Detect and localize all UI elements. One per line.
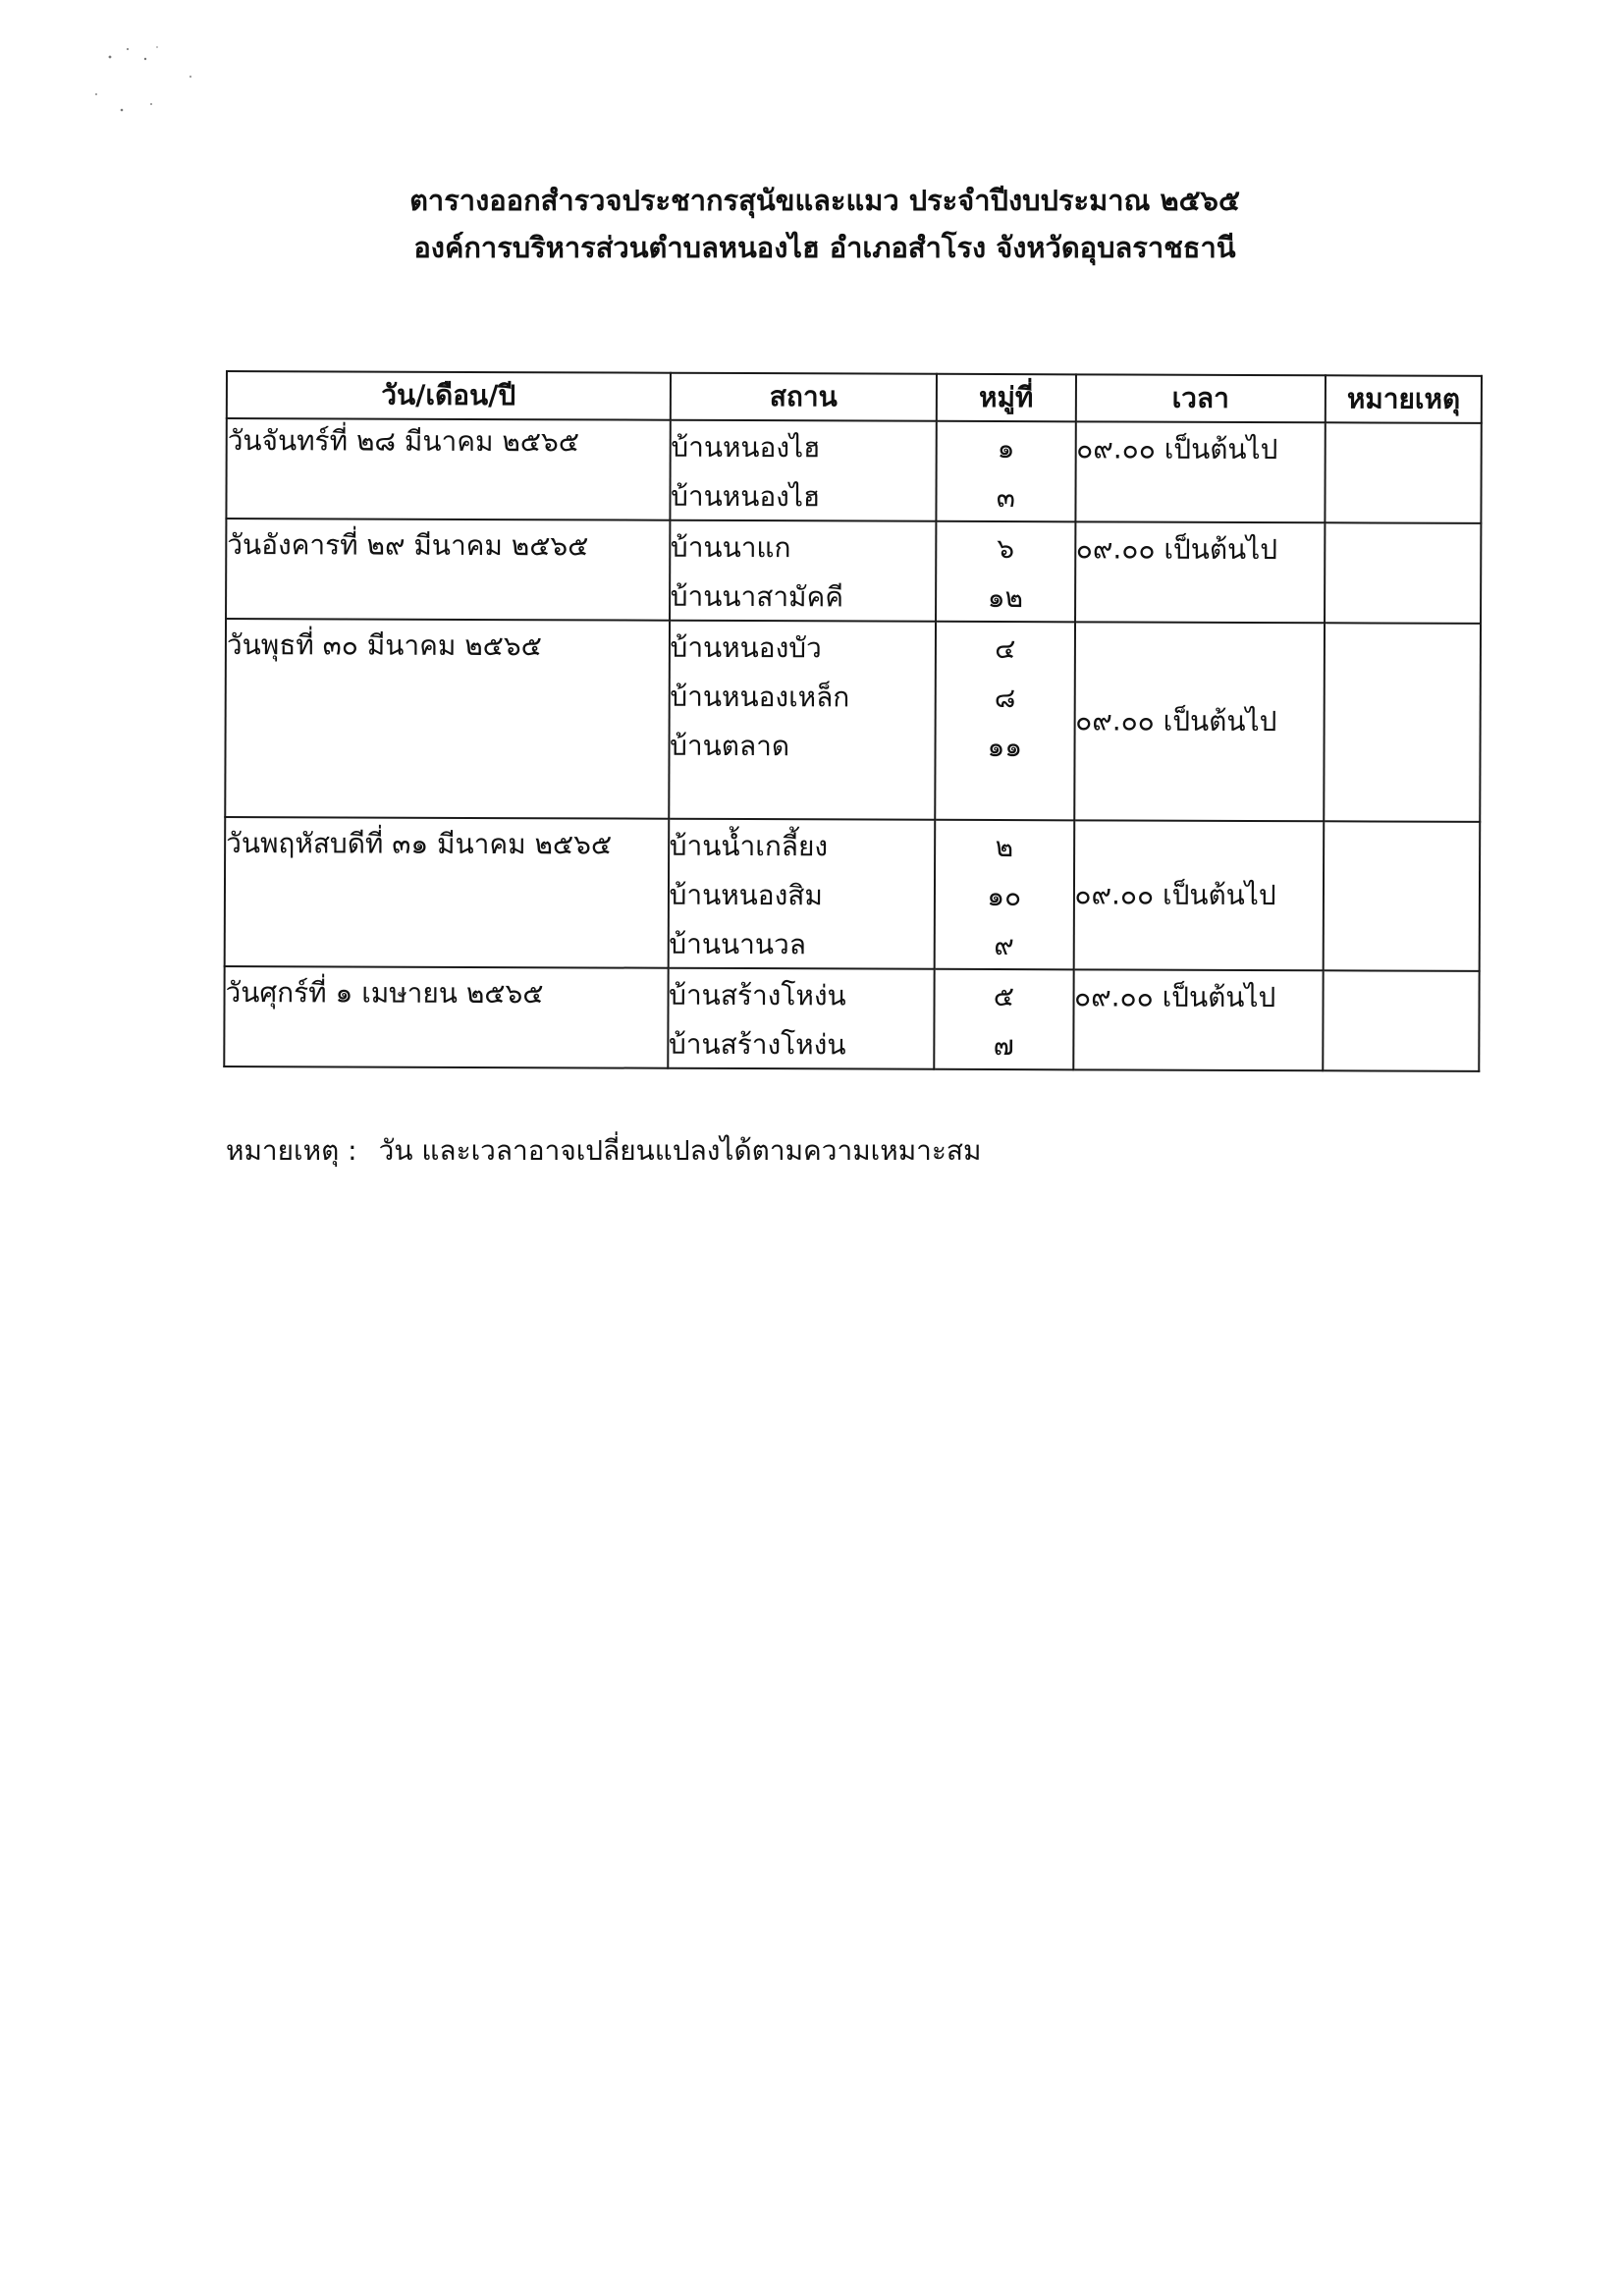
date-cell: วันอังคารที่ ๒๙ มีนาคม ๒๕๖๕ bbox=[226, 519, 670, 621]
date-cell: วันพฤหัสบดีที่ ๓๑ มีนาคม ๒๕๖๕ bbox=[225, 817, 669, 968]
time-cell bbox=[1074, 622, 1325, 821]
footnote-text: วัน และเวลาอาจเปลี่ยนแปลงได้ตามความเหมาะสม bbox=[378, 1134, 982, 1167]
place-name: บ้านสร้างโหง่น bbox=[669, 978, 846, 1012]
table-row bbox=[225, 619, 1481, 822]
moo-number: ๖ bbox=[997, 532, 1015, 566]
place-name: บ้านนาสามัคคี bbox=[670, 579, 844, 614]
moo-number: ๔ bbox=[995, 632, 1016, 666]
table-row bbox=[225, 817, 1481, 971]
place-cell bbox=[670, 420, 937, 521]
time-text: ๐๙.๐๐ เป็นต้นไป bbox=[1076, 432, 1278, 466]
footnote bbox=[226, 1129, 981, 1173]
header-time: เวลา bbox=[1075, 374, 1326, 422]
place-cell bbox=[669, 621, 936, 820]
table-row bbox=[226, 519, 1481, 624]
moo-number: ๘ bbox=[994, 682, 1016, 715]
time-cell bbox=[1075, 421, 1326, 522]
document-title: ตารางออกสำรวจประชากรสุนัขและแมว ประจำปีงบประมาณ ๒๕๖๕ bbox=[409, 184, 1240, 217]
header-note: หมายเหตุ bbox=[1326, 375, 1482, 423]
note-cell bbox=[1324, 821, 1480, 971]
place-name: บ้านสร้างโหง่น bbox=[668, 1027, 846, 1062]
note-cell bbox=[1326, 422, 1482, 523]
moo-number: ๑๐ bbox=[987, 879, 1022, 913]
moo-number: ๒ bbox=[995, 831, 1014, 864]
moo-number: ๗ bbox=[993, 1029, 1014, 1063]
moo-cell bbox=[935, 622, 1074, 821]
date-cell: วันศุกร์ที่ ๑ เมษายน ๒๕๖๕ bbox=[224, 966, 668, 1068]
document-subtitle: องค์การบริหารส่วนตำบลหนองไฮ อำเภอสำโรง จังหวัดอุบลราชธานี bbox=[413, 231, 1236, 264]
moo-cell bbox=[935, 820, 1074, 970]
moo-number: ๑๒ bbox=[987, 580, 1024, 615]
table-row bbox=[226, 418, 1481, 523]
moo-number: ๑ bbox=[997, 432, 1015, 465]
document-header bbox=[295, 177, 1355, 271]
scan-specks bbox=[88, 39, 206, 128]
place-name: บ้านหนองบัว bbox=[670, 630, 822, 665]
place-name: บ้านตลาด bbox=[670, 729, 790, 763]
place-name: บ้านหนองไฮ bbox=[671, 479, 821, 514]
moo-number: ๙ bbox=[994, 929, 1014, 962]
survey-schedule-table bbox=[223, 370, 1483, 1072]
header-moo: หมู่ที่ bbox=[937, 374, 1076, 422]
date-cell: วันจันทร์ที่ ๒๘ มีนาคม ๒๕๖๕ bbox=[226, 418, 670, 520]
time-text: ๐๙.๐๐ เป็นต้นไป bbox=[1073, 980, 1276, 1014]
footnote-label: หมายเหตุ : bbox=[226, 1134, 357, 1167]
header-place: สถาน bbox=[670, 373, 937, 421]
table-row bbox=[224, 966, 1479, 1071]
note-cell bbox=[1324, 623, 1481, 822]
date-cell: วันพุธที่ ๓๐ มีนาคม ๒๕๖๕ bbox=[225, 619, 669, 819]
moo-cell bbox=[934, 969, 1073, 1070]
moo-number: ๑๑ bbox=[987, 730, 1023, 764]
moo-number: ๓ bbox=[996, 481, 1015, 515]
place-name: บ้านหนองไฮ bbox=[671, 430, 821, 465]
place-name: บ้านนาแก bbox=[670, 530, 791, 565]
moo-cell bbox=[936, 521, 1075, 623]
header-date: วัน/เดือน/ปี bbox=[227, 371, 671, 420]
time-text: ๐๙.๐๐ เป็นต้นไป bbox=[1074, 878, 1276, 912]
time-cell bbox=[1073, 969, 1324, 1070]
place-name: บ้านน้ำเกลี้ยง bbox=[669, 829, 829, 863]
place-name: บ้านหนองสิม bbox=[669, 878, 823, 912]
place-cell bbox=[668, 968, 935, 1069]
place-name: บ้านนานวล bbox=[669, 927, 807, 961]
time-cell bbox=[1075, 521, 1326, 623]
time-text: ๐๙.๐๐ เป็นต้นไป bbox=[1075, 704, 1277, 738]
moo-number: ๕ bbox=[993, 980, 1015, 1013]
place-cell bbox=[668, 819, 935, 969]
time-text: ๐๙.๐๐ เป็นต้นไป bbox=[1075, 532, 1278, 567]
note-cell bbox=[1323, 970, 1479, 1071]
place-name: บ้านหนองเหล็ก bbox=[670, 680, 850, 714]
time-cell bbox=[1073, 820, 1324, 970]
note-cell bbox=[1325, 522, 1481, 624]
moo-cell bbox=[937, 421, 1076, 522]
place-cell bbox=[670, 520, 937, 622]
table-header-row bbox=[227, 371, 1482, 423]
